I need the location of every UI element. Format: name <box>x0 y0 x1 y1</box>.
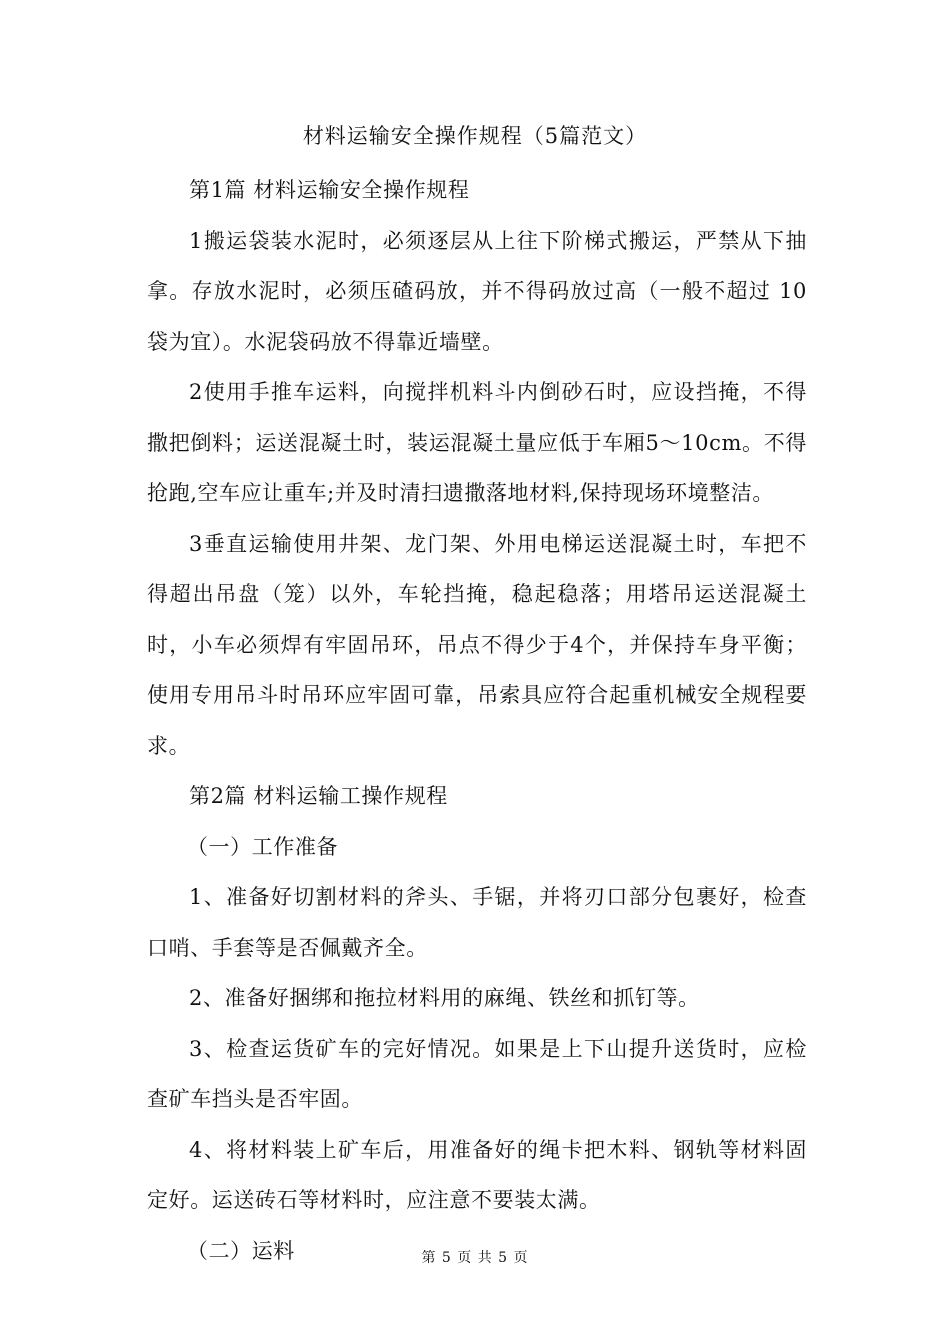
paragraph-3: 3垂直运输使用井架、龙门架、外用电梯运送混凝土时，车把不得超出吊盘（笼）以外，车轮挡掩，稳起稳落；用塔吊运送混凝土时，小车必须焊有牢固吊环，吊点不得少于4个，并保持车身平衡；使用专用吊斗时吊环应牢固可靠，吊索具应符合起重机械安全规程要求。 <box>147 531 807 758</box>
paragraph-prep-3: 3、检查运货矿车的完好情况。如果是上下山提升送货时，应检查矿车挡头是否牢固。 <box>147 1036 807 1111</box>
paragraph-1: 1搬运袋装水泥时，必须逐层从上往下阶梯式搬运，严禁从下抽拿。存放水泥时，必须压碴码放，并不得码放过高（一般不超过 10袋为宜）。水泥袋码放不得靠近墙壁。 <box>147 228 807 354</box>
paragraph-prep-4: 4、将材料装上矿车后，用准备好的绳卡把木料、钢轨等材料固定好。运送砖石等材料时，应注意不要装太满。 <box>147 1137 807 1212</box>
document-body <box>147 165 807 1276</box>
section-heading-1: 第1篇 材料运输安全操作规程 <box>189 178 470 202</box>
document-title: 材料运输安全操作规程（5篇范文） <box>302 124 648 148</box>
subsection-heading-transport: （二）运料 <box>186 1238 295 1263</box>
paragraph-prep-1: 1、准备好切割材料的斧头、手锯，并将刃口部分包裹好，检查口哨、手套等是否佩戴齐全。 <box>147 885 807 960</box>
subsection-heading-prep: （一）工作准备 <box>186 834 339 859</box>
paragraph-2: 2使用手推车运料，向搅拌机料斗内倒砂石时，应设挡掩，不得撒把倒料；运送混凝土时，装运混凝土量应低于车厢5～10cm。不得抢跑,空车应让重车;并及时清扫遗撒落地材料,保持现场环境整洁。 <box>147 380 807 505</box>
page-number: 第 5 页 共 5 页 <box>421 1250 529 1266</box>
paragraph-prep-2: 2、准备好捆绑和拖拉材料用的麻绳、铁丝和抓钉等。 <box>189 986 700 1010</box>
section-heading-2: 第2篇 材料运输工操作规程 <box>189 784 448 808</box>
